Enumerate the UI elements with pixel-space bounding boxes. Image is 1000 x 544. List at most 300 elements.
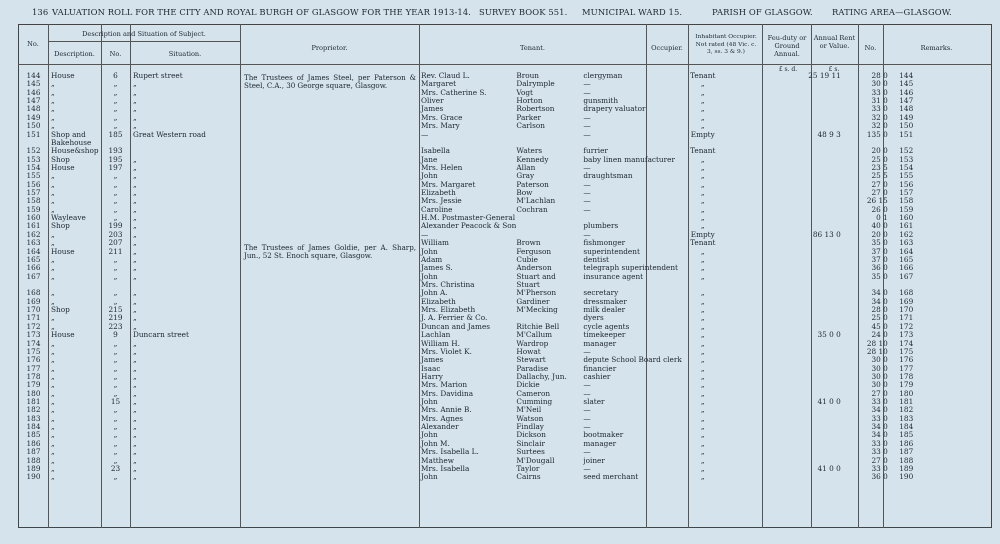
description: House&shop xyxy=(51,147,99,156)
annual-rent: 25 5 xyxy=(871,172,888,181)
tenant-first-name: J. A. Ferrier & Co. xyxy=(421,314,488,323)
tenant-first-name: Mrs. Grace xyxy=(421,113,463,122)
occupier xyxy=(682,281,724,289)
table-row xyxy=(19,264,919,272)
house-number: „ xyxy=(113,297,118,306)
description: House xyxy=(51,331,75,340)
row-number: 149 xyxy=(26,113,41,122)
row-number: 163 xyxy=(26,239,41,248)
row-number: 160 xyxy=(26,214,41,223)
col-desc-group: Description and Situation of Subject. xyxy=(82,30,206,38)
house-number: „ xyxy=(113,456,118,465)
proprietor-cell xyxy=(240,340,419,348)
situation: „ xyxy=(133,398,137,407)
occupier: „ xyxy=(700,473,705,482)
row-number-right: 180 xyxy=(899,389,914,398)
situation: „ xyxy=(133,122,137,131)
tenant-occupation: — xyxy=(583,122,591,131)
occupier xyxy=(682,139,724,147)
row-number-right: 158 xyxy=(899,197,914,206)
proprietor-cell xyxy=(240,97,419,105)
inhabitant-cell xyxy=(724,340,798,348)
tenant-occupation: dyers xyxy=(583,314,604,323)
occupier: „ xyxy=(700,88,705,97)
feu-duty xyxy=(798,197,847,205)
house-number: „ xyxy=(113,289,118,298)
situation: „ xyxy=(133,239,137,248)
feu-duty xyxy=(798,248,847,256)
inhabitant-cell xyxy=(724,89,798,97)
description: „ xyxy=(51,230,55,239)
proprietor-cell xyxy=(240,164,419,172)
occupier: „ xyxy=(700,163,705,172)
tenant-surname: Cochran xyxy=(516,205,548,214)
inhabitant-cell xyxy=(724,448,798,456)
occupier: „ xyxy=(700,331,705,340)
occupier: „ xyxy=(700,306,705,315)
tenant-occupation xyxy=(583,214,681,222)
occupier: „ xyxy=(700,439,705,448)
situation: „ xyxy=(133,423,137,432)
annual-rent: 24 0 xyxy=(871,331,888,340)
tenant-surname: M'Lachlan xyxy=(516,197,556,206)
row-number: 154 xyxy=(26,163,41,172)
feu-duty: 48 9 3 xyxy=(817,130,841,139)
inhabitant-cell xyxy=(724,206,798,214)
tenant-first-name: William H. xyxy=(421,339,460,348)
tenant-surname: Findlay xyxy=(516,423,544,432)
row-number: 172 xyxy=(26,322,41,331)
house-number: „ xyxy=(113,372,118,381)
feu-duty xyxy=(798,189,847,197)
tenant-first-name: Mrs. Agnes xyxy=(421,414,464,423)
tenant-first-name: Mrs. Christina xyxy=(421,280,475,289)
proprietor-cell xyxy=(240,348,419,356)
table-row xyxy=(19,214,919,222)
house-number: „ xyxy=(113,105,118,114)
row-number-right xyxy=(894,139,919,147)
tenant-occupation xyxy=(583,281,681,289)
occupier: „ xyxy=(700,264,705,273)
house-number: 211 xyxy=(108,247,123,256)
row-number-right: 170 xyxy=(899,306,914,315)
row-number-right: 162 xyxy=(899,230,914,239)
proprietor-cell xyxy=(240,390,419,398)
tenant-first-name: Rev. Claud L. xyxy=(421,72,470,80)
tenant-surname: M'Dougall xyxy=(516,456,555,465)
tenant-surname: Bow xyxy=(516,189,533,198)
table-row xyxy=(19,431,919,439)
feu-duty: 35 0 0 xyxy=(817,331,841,340)
tenant-surname: Stewart xyxy=(516,356,546,365)
proprietor-cell xyxy=(240,122,419,130)
annual-rent: 27 0 xyxy=(871,189,888,198)
annual-rent: 27 0 xyxy=(871,389,888,398)
tenant-surname: Cameron xyxy=(516,389,551,398)
description: „ xyxy=(51,97,55,106)
tenant-occupation: telegraph superintendent xyxy=(583,264,678,273)
annual-rent: 28 0 xyxy=(871,72,888,80)
tenant-surname: Gardiner xyxy=(516,297,550,306)
annual-rent: 30 0 xyxy=(871,372,888,381)
tenant-first-name: Mrs. Marion xyxy=(421,381,468,390)
situation: „ xyxy=(133,197,137,206)
inhabitant-cell xyxy=(724,172,798,180)
situation: „ xyxy=(133,473,137,482)
annual-rent: 33 0 xyxy=(871,464,888,473)
situation xyxy=(130,281,240,289)
description: „ xyxy=(51,88,55,97)
annual-rent: 28 10 xyxy=(866,339,888,348)
inhabitant-cell xyxy=(724,248,798,256)
proprietor-cell xyxy=(240,214,419,222)
situation: „ xyxy=(133,347,137,356)
row-number-right: 189 xyxy=(899,464,914,473)
row-number: 159 xyxy=(26,205,41,214)
rating-area: RATING AREA—GLASGOW. xyxy=(832,7,952,17)
rent-units: £ s. xyxy=(828,66,840,73)
tenant-occupation: — xyxy=(583,113,591,122)
tenant-occupation: timekeeper xyxy=(583,331,626,340)
description: „ xyxy=(51,239,55,248)
tenant-occupation: — xyxy=(583,389,591,398)
house-number: „ xyxy=(113,381,118,390)
row-number-right: 187 xyxy=(899,448,914,457)
occupier: „ xyxy=(700,155,705,164)
situation: „ xyxy=(133,105,137,114)
annual-rent: 34 0 xyxy=(871,297,888,306)
feu-duty xyxy=(798,214,847,222)
tenant-surname: Kennedy xyxy=(516,155,549,164)
row-number-right: 155 xyxy=(899,172,914,181)
situation: „ xyxy=(133,97,137,106)
inhabitant-cell xyxy=(724,431,798,439)
tenant-first-name: — xyxy=(421,130,429,139)
feu-duty xyxy=(798,323,847,331)
feu-duty xyxy=(798,256,847,264)
annual-rent: 35 0 xyxy=(871,272,888,281)
occupier: „ xyxy=(700,205,705,214)
tenant-first-name: Mrs. Catherine S. xyxy=(421,88,487,97)
feu-duty xyxy=(798,440,847,448)
inhabitant-cell xyxy=(724,323,798,331)
feu-duty xyxy=(798,147,847,155)
proprietor-cell xyxy=(240,206,419,214)
tenant-surname: Cubie xyxy=(516,255,538,264)
row-number: 171 xyxy=(26,314,41,323)
feu-duty xyxy=(798,314,847,322)
situation: „ xyxy=(133,322,137,331)
occupier: „ xyxy=(700,113,705,122)
occupier: „ xyxy=(700,414,705,423)
proprietor-cell xyxy=(240,248,419,256)
table-row xyxy=(19,298,919,306)
house-number: „ xyxy=(113,97,118,106)
feu-duty xyxy=(798,89,847,97)
annual-rent: 36 0 xyxy=(871,264,888,273)
table-row xyxy=(19,473,919,481)
tenant-occupation: drapery valuator xyxy=(583,105,646,114)
proprietor-cell xyxy=(240,331,419,339)
situation: „ xyxy=(133,189,137,198)
tenant-surname: Anderson xyxy=(516,264,552,273)
row-number: 180 xyxy=(26,389,41,398)
row-number-right: 150 xyxy=(899,122,914,131)
occupier: „ xyxy=(700,431,705,440)
situation: „ xyxy=(133,163,137,172)
situation: „ xyxy=(133,264,137,273)
situation: Great Western road xyxy=(133,130,206,139)
description xyxy=(48,281,101,289)
row-number-right: 183 xyxy=(899,414,914,423)
tenant-first-name: Matthew xyxy=(421,456,454,465)
row-number-right: 167 xyxy=(899,272,914,281)
row-number-right: 161 xyxy=(899,222,914,231)
table-row xyxy=(19,122,919,130)
situation: „ xyxy=(133,372,137,381)
tenant-first-name: Isaac xyxy=(421,364,441,373)
row-number-right: 157 xyxy=(899,189,914,198)
proprietor-cell xyxy=(240,406,419,414)
inhabitant-cell xyxy=(724,147,798,155)
occupier: „ xyxy=(700,448,705,457)
tenant-first-name: John xyxy=(421,473,438,482)
row-number: 145 xyxy=(26,80,41,89)
tenant-surname: Howat xyxy=(516,347,541,356)
description: House xyxy=(51,247,75,256)
inhabitant-cell xyxy=(724,231,798,239)
situation: „ xyxy=(133,80,137,89)
proprietor-cell xyxy=(240,181,419,189)
description: House xyxy=(51,163,75,172)
table-row xyxy=(19,222,919,230)
inhabitant-cell xyxy=(724,314,798,322)
house-number: 185 xyxy=(108,130,123,139)
occupier: „ xyxy=(700,347,705,356)
table-row xyxy=(19,465,919,473)
tenant-surname xyxy=(516,214,583,222)
proprietor-cell xyxy=(240,457,419,465)
row-number-right: 165 xyxy=(899,255,914,264)
annual-rent: 26 0 xyxy=(871,205,888,214)
roll-title: VALUATION ROLL FOR THE CITY AND ROYAL BURGH OF GLASGOW FOR THE YEAR 1913-14. xyxy=(52,7,472,17)
page-header xyxy=(32,7,992,21)
row-number-right: 144 xyxy=(899,72,914,80)
proprietor-cell xyxy=(240,298,419,306)
tenant-surname: M'Neil xyxy=(516,406,542,415)
inhabitant-cell xyxy=(724,331,798,339)
feu-duty xyxy=(798,457,847,465)
house-number: „ xyxy=(113,272,118,281)
table-row xyxy=(19,331,919,339)
row-number-right: 151 xyxy=(899,130,914,139)
annual-rent: 34 0 xyxy=(871,431,888,440)
tenant-first-name: James xyxy=(421,105,444,114)
description: „ xyxy=(51,255,55,264)
tenant-surname xyxy=(516,131,583,139)
tenant-surname: Horton xyxy=(516,97,543,106)
description: „ xyxy=(51,372,55,381)
tenant-first-name: H.M. Postmaster-General xyxy=(421,214,516,223)
tenant-surname: Sinclair xyxy=(516,439,545,448)
house-number: „ xyxy=(113,423,118,432)
tenant-surname: Allan xyxy=(516,163,536,172)
proprietor-cell xyxy=(240,231,419,239)
tenant-occupation: depute School Board clerk xyxy=(583,356,682,365)
tenant-surname: Waters xyxy=(516,147,543,156)
occupier: „ xyxy=(700,122,705,131)
tenant-surname: Surtees xyxy=(516,448,545,457)
row-number-right: 145 xyxy=(899,80,914,89)
house-number: 223 xyxy=(108,322,123,331)
tenant-first-name: Mrs. Annie B. xyxy=(421,406,472,415)
row-number: 188 xyxy=(26,456,41,465)
row-number-right: 163 xyxy=(899,239,914,248)
inhabitant-cell xyxy=(724,239,798,247)
situation: „ xyxy=(133,172,137,181)
col-number: No. xyxy=(109,50,122,58)
annual-rent: 27 0 xyxy=(871,180,888,189)
house-number: „ xyxy=(113,406,118,415)
annual-rent xyxy=(847,139,894,147)
tenant-first-name: James S. xyxy=(421,264,453,273)
col-feu-duty: Feu-duty or Ground Annual. xyxy=(767,34,807,58)
description: „ xyxy=(51,289,55,298)
table-row xyxy=(19,189,919,197)
table-row xyxy=(19,248,919,256)
description: „ xyxy=(51,205,55,214)
inhabitant-cell xyxy=(724,105,798,113)
proprietor-cell xyxy=(240,356,419,364)
tenant-first-name: Lachlan xyxy=(421,331,451,340)
tenant-surname: Watson xyxy=(516,414,544,423)
inhabitant-cell xyxy=(724,298,798,306)
feu-duty xyxy=(798,373,847,381)
description: „ xyxy=(51,197,55,206)
col-description: Description. xyxy=(54,50,95,58)
row-number xyxy=(19,139,48,147)
table-row xyxy=(19,197,919,205)
row-number-right: 184 xyxy=(899,423,914,432)
feu-duty xyxy=(798,340,847,348)
row-number-right: 174 xyxy=(899,339,914,348)
tenant-surname: Cumming xyxy=(516,398,553,407)
table-row xyxy=(19,105,919,113)
occupier: „ xyxy=(700,189,705,198)
tenant-occupation: — xyxy=(583,464,591,473)
valuation-table xyxy=(19,72,919,482)
row-number-right: 190 xyxy=(899,473,914,482)
table-row xyxy=(19,72,919,80)
row-number-right: 159 xyxy=(899,205,914,214)
header-rule xyxy=(18,64,991,65)
description: „ xyxy=(51,448,55,457)
annual-rent: 45 0 xyxy=(871,322,888,331)
tenant-first-name: John xyxy=(421,247,438,256)
description: „ xyxy=(51,80,55,89)
feu-duty xyxy=(798,273,847,281)
table-row xyxy=(19,356,919,364)
situation: „ xyxy=(133,180,137,189)
house-number xyxy=(101,139,130,147)
row-number-right: 188 xyxy=(899,456,914,465)
house-number: 23 xyxy=(110,464,121,473)
situation: „ xyxy=(133,381,137,390)
row-number: 158 xyxy=(26,197,41,206)
row-number: 155 xyxy=(26,172,41,181)
municipal-ward: MUNICIPAL WARD 15. xyxy=(582,7,683,17)
tenant-occupation: plumbers xyxy=(583,222,619,231)
proprietor-cell xyxy=(240,147,419,155)
proprietor-cell xyxy=(240,289,419,297)
proprietor-cell xyxy=(240,473,419,481)
description: „ xyxy=(51,297,55,306)
occupier: „ xyxy=(700,247,705,256)
feu-units: £ s. d. xyxy=(778,66,798,73)
annual-rent: 34 0 xyxy=(871,423,888,432)
house-number: „ xyxy=(113,431,118,440)
table-row xyxy=(19,381,919,389)
occupier: „ xyxy=(700,322,705,331)
tenant-occupation: cashier xyxy=(583,372,611,381)
tenant-first-name: John xyxy=(421,431,438,440)
situation: „ xyxy=(133,389,137,398)
occupier: „ xyxy=(700,423,705,432)
row-number-right: 147 xyxy=(899,97,914,106)
annual-rent: 33 0 xyxy=(871,414,888,423)
house-number: „ xyxy=(113,439,118,448)
table-row xyxy=(19,289,919,297)
situation: Rupert street xyxy=(133,72,183,80)
tenant-occupation: clergyman xyxy=(583,72,623,80)
tenant-surname xyxy=(516,139,583,147)
feu-duty xyxy=(798,181,847,189)
inhabitant-cell xyxy=(724,306,798,314)
tenant-occupation: — xyxy=(583,414,591,423)
occupier: „ xyxy=(700,389,705,398)
inhabitant-cell xyxy=(724,289,798,297)
table-row xyxy=(19,323,919,331)
row-number: 148 xyxy=(26,105,41,114)
feu-duty: 41 0 0 xyxy=(817,398,841,407)
occupier: „ xyxy=(700,398,705,407)
tenant-surname: Ferguson xyxy=(516,247,552,256)
tenant-occupation: — xyxy=(583,448,591,457)
row-number: 183 xyxy=(26,414,41,423)
row-number-right: 160 xyxy=(899,214,914,223)
inhabitant-cell xyxy=(724,80,798,88)
table-row xyxy=(19,273,919,281)
occupier: „ xyxy=(700,180,705,189)
proprietor-cell xyxy=(240,306,419,314)
table-row xyxy=(19,139,919,147)
tenant-occupation: baby linen manufacturer xyxy=(583,155,675,164)
table-row xyxy=(19,80,919,88)
inhabitant-cell xyxy=(724,131,798,139)
row-number: 174 xyxy=(26,339,41,348)
table-row xyxy=(19,231,919,239)
tenant-occupation: — xyxy=(583,197,591,206)
tenant-surname: M'Callum xyxy=(516,331,553,340)
feu-duty xyxy=(798,239,847,247)
row-number-right: 182 xyxy=(899,406,914,415)
tenant-first-name: John xyxy=(421,398,438,407)
annual-rent: 33 0 xyxy=(871,398,888,407)
page-number: 136 xyxy=(32,7,49,17)
annual-rent: 25 0 xyxy=(871,155,888,164)
tenant-first-name: John xyxy=(421,172,438,181)
situation: „ xyxy=(133,297,137,306)
